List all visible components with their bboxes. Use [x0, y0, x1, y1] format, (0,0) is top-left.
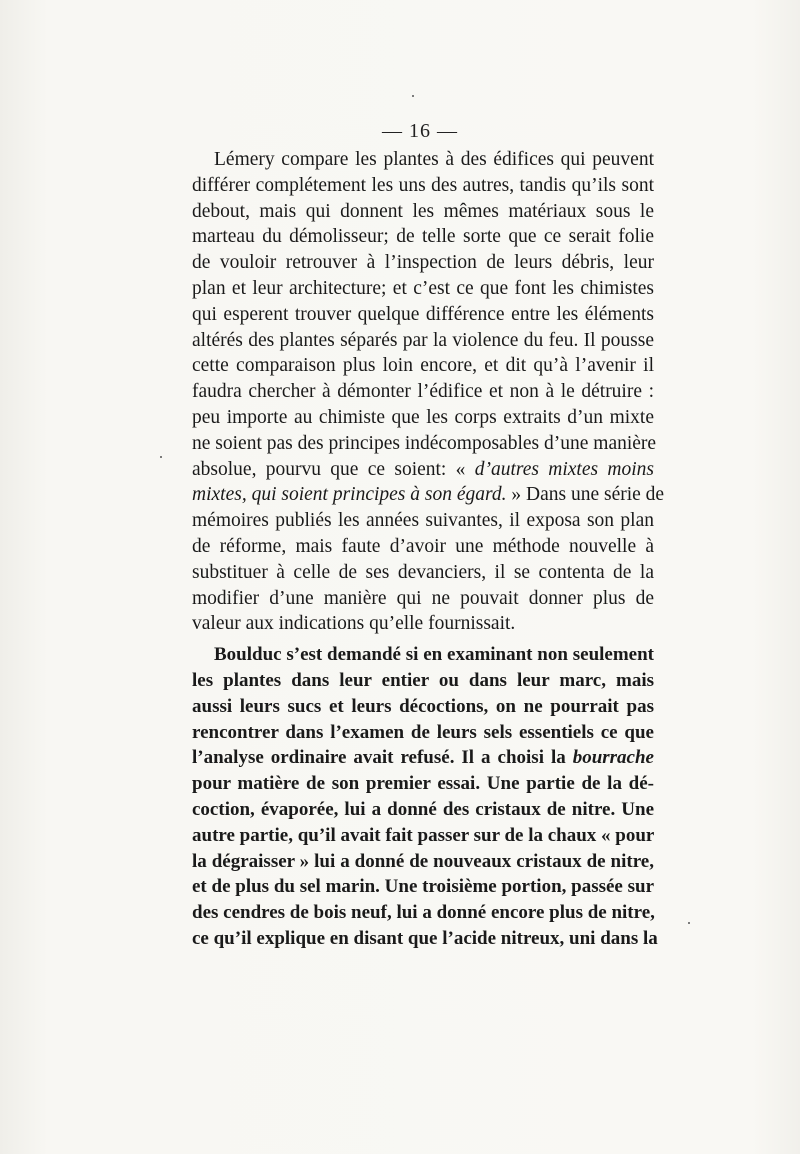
text-line [192, 745, 654, 771]
text-line [192, 379, 654, 405]
line-text: et de plus du sel marin. Une troisième portion, passée sur [192, 876, 654, 898]
line-italic-text: mixtes, qui soient principes à son égard. [192, 484, 507, 506]
paragraph-1 [192, 147, 665, 637]
text-line [192, 560, 654, 586]
text-line [192, 199, 654, 225]
text-line [192, 694, 654, 720]
line-text: de réforme, mais faute d’avoir une méthode nouvelle à [192, 535, 654, 557]
line-text: modifier d’une manière qui ne pouvait donner plus de [192, 587, 654, 609]
line-text: absolue, pourvu que ce soient: « [192, 458, 475, 480]
line-text: substituer à celle de ses devanciers, il se contenta de la [192, 561, 654, 583]
paper-speck [160, 456, 162, 458]
body-text [192, 147, 665, 952]
paper-speck [688, 922, 690, 924]
line-text: rencontrer dans l’examen de leurs sels essentiels ce que [192, 721, 654, 743]
text-line [192, 276, 654, 302]
line-text: debout, mais qui donnent les mêmes matériaux sous le [192, 200, 654, 222]
text-line [192, 508, 654, 534]
text-line [192, 353, 654, 379]
line-text: Lémery compare les plantes à des édifices qui peuvent [214, 149, 654, 170]
text-line [192, 900, 654, 926]
text-line [192, 823, 654, 849]
text-line [192, 457, 654, 483]
line-text: faudra chercher à démonter l’édifice et non à le détruire : [192, 381, 654, 403]
text-line [192, 611, 654, 637]
line-text: marteau du démolisseur; de telle sorte que ce serait folie [192, 226, 654, 248]
text-line [192, 797, 654, 823]
line-text: les plantes dans leur entier ou dans leur marc, mais [192, 669, 654, 691]
text-line [192, 771, 654, 797]
line-text: altérés des plantes séparés par la violence du feu. Il pousse [192, 329, 654, 351]
line-text: des cendres de bois neuf, lui a donné encore plus de nitre, [192, 902, 655, 924]
line-text: coction, évaporée, lui a donné des cristaux de nitre. Une [192, 798, 654, 820]
text-line [192, 874, 654, 900]
line-text: plan et leur architecture; et c’est ce que font les chimistes [192, 277, 654, 299]
line-text: la dégraisser » lui a donné de nouveaux cristaux de nitre, [192, 850, 654, 872]
line-text: valeur aux indications qu’elle fournissait. [192, 613, 516, 635]
line-text: ne soient pas des principes indécomposables d’une manière [192, 432, 657, 454]
line-italic-text: bourrache [572, 747, 654, 769]
line-text: Boulduc s’est demandé si en examinant non seulement [214, 644, 654, 666]
text-line [192, 668, 654, 694]
text-line [192, 173, 654, 199]
text-line [192, 405, 654, 431]
page-number: — 16 — [382, 120, 458, 142]
text-line [192, 328, 654, 354]
text-line [192, 431, 657, 457]
text-line [192, 534, 654, 560]
line-text: qui esperent trouver quelque différence entre les éléments [192, 303, 654, 325]
line-text: de vouloir retrouver à l’inspection de leurs débris, leur [192, 252, 654, 274]
line-text: mémoires publiés les années suivantes, il exposa son plan [192, 510, 654, 532]
text-line [192, 720, 654, 746]
text-line [192, 482, 665, 508]
line-text: autre partie, qu’il avait fait passer sur de la chaux « pour [192, 824, 655, 846]
text-line [192, 849, 654, 875]
text-line [192, 642, 654, 668]
line-text: » Dans une série de [506, 484, 665, 506]
text-line [192, 147, 654, 173]
text-line [192, 926, 658, 952]
line-text: aussi leurs sucs et leurs décoctions, on ne pourrait pas [192, 695, 654, 717]
line-text: pour matière de son premier essai. Une partie de la dé- [192, 773, 654, 795]
line-text: ce qu’il explique en disant que l’acide nitreux, uni dans la [192, 927, 658, 949]
line-text: différer complétement les uns des autres, tandis qu’ils sont [192, 174, 654, 196]
line-text: l’analyse ordinaire avait refusé. Il a choisi la [192, 747, 573, 769]
text-line [192, 250, 654, 276]
paper-speck [412, 95, 414, 97]
text-line [192, 302, 654, 328]
line-italic-text: d’autres mixtes moins [474, 458, 654, 480]
line-text: peu importe au chimiste que les corps extraits d’un mixte [192, 406, 654, 428]
line-text: cette comparaison plus loin encore, et dit qu’à l’avenir il [192, 355, 654, 377]
paragraph-2 [192, 642, 658, 952]
text-line [192, 224, 654, 250]
text-line [192, 586, 654, 612]
